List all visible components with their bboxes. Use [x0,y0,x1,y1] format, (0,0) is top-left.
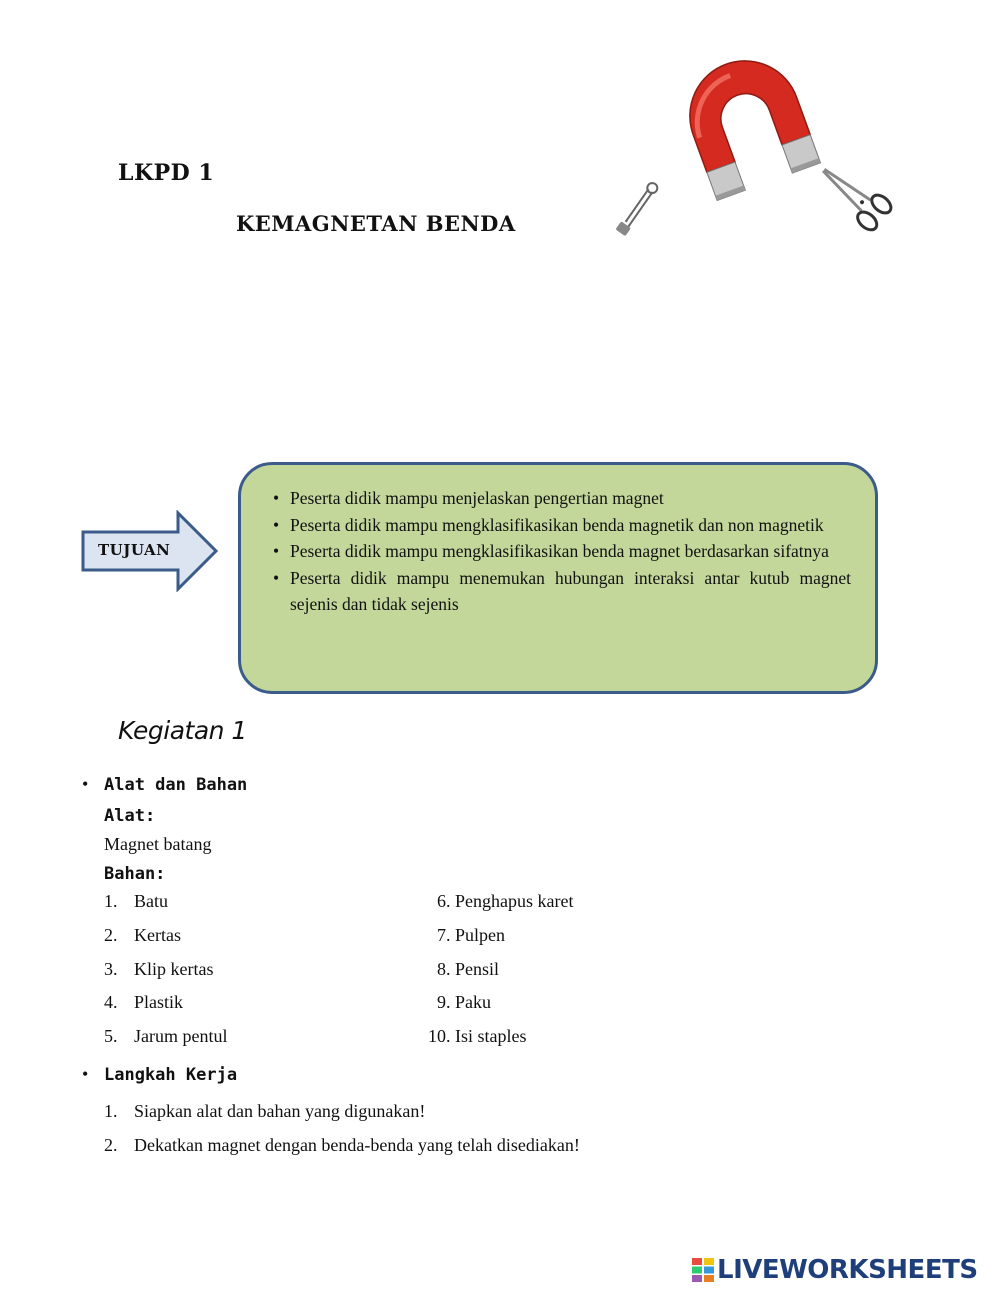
steps-section-heading: Langkah Kerja [104,1065,238,1085]
material-item: 2. Kertas [104,925,181,945]
liveworksheets-logo [692,1255,978,1285]
worksheet-code: LKPD 1 [118,160,215,186]
materials-label: Bahan: [104,864,166,884]
material-item: 10. Isi staples [428,1026,527,1046]
liveworksheets-logo-icon [692,1258,714,1282]
activity-title: Kegiatan 1 [118,716,247,745]
material-item: 8. Pensil [437,959,500,979]
objective-item: • Peserta didik mampu mengklasifikasikan benda magnet berdasarkan sifatnya [273,538,851,565]
brand-name: LIVEWORKSHEETS [717,1255,978,1285]
material-item: 1. Batu [104,891,168,911]
material-item: 7. Pulpen [437,925,506,945]
bullet-dot: • [82,774,89,794]
magnet-illustration [600,60,910,260]
material-item: 4. Plastik [104,992,184,1012]
step-item: 2. Dekatkan magnet dengan benda-benda yang telah disediakan! [104,1135,580,1155]
objective-label: TUJUAN [98,541,171,559]
tools-section-heading: Alat dan Bahan [104,775,248,795]
objective-item: • Peserta didik mampu mengklasifikasikan benda magnetik dan non magnetik [273,512,851,539]
bullet-dot: • [82,1064,89,1084]
material-item: 6. Penghapus karet [437,891,574,911]
objectives-list [241,465,875,618]
objective-item: • Peserta didik mampu menemukan hubungan interaksi antar kutub magnet sejenis dan tidak sejenis [273,565,851,618]
tools-value: Magnet batang [104,834,212,854]
objectives-box [238,462,878,694]
step-item: 1. Siapkan alat dan bahan yang digunakan! [104,1101,426,1121]
material-item: 9. Paku [437,992,491,1012]
page-title: KEMAGNETAN BENDA [236,211,516,236]
scissors-icon [812,156,894,233]
safety-pin-icon [615,180,659,236]
tools-label: Alat: [104,806,156,826]
horseshoe-magnet-icon [674,60,820,200]
objective-item: • Peserta didik mampu menjelaskan pengertian magnet [273,485,851,512]
material-item: 5. Jarum pentul [104,1026,228,1046]
material-item: 3. Klip kertas [104,959,214,979]
